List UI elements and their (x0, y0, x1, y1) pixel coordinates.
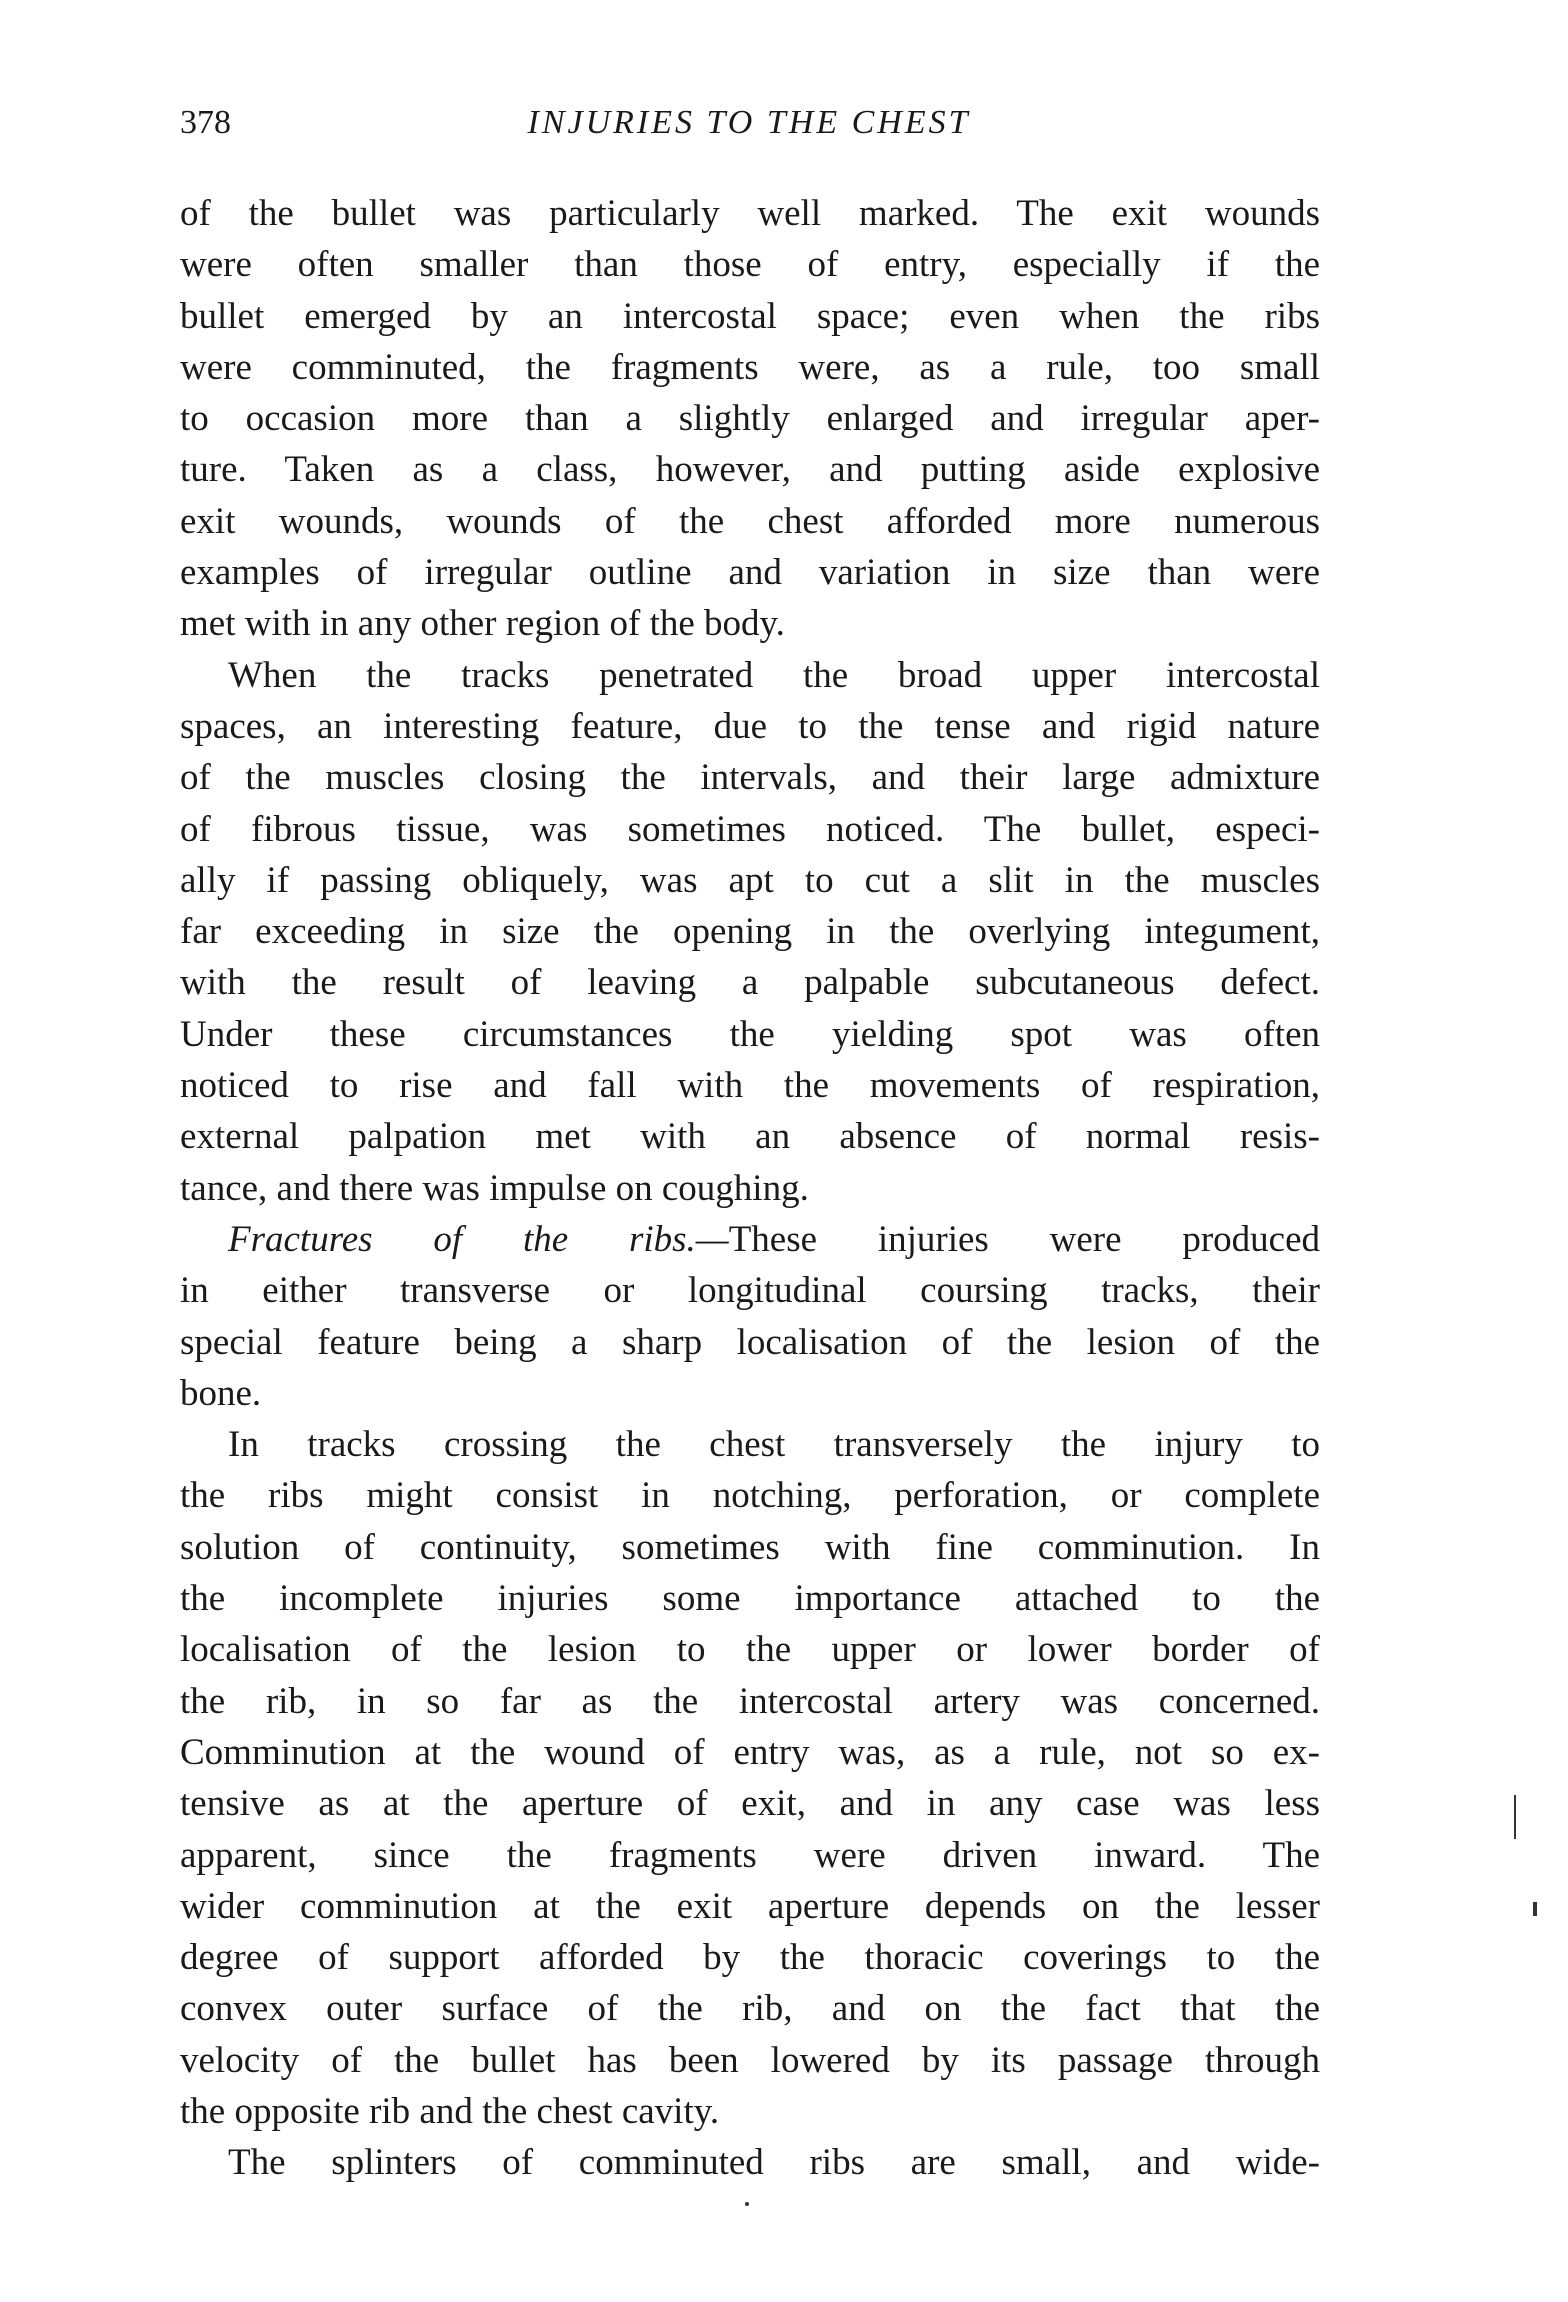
line-text: were comminuted, the fragments were, as a rule, too small (180, 346, 1320, 388)
line-text: Comminution at the wound of entry was, as a rule, not so ex- (180, 1731, 1320, 1773)
text-line (180, 342, 1320, 393)
section-heading: Fractures of the ribs.— (228, 1218, 729, 1260)
text-line (180, 1983, 1320, 2034)
text-line (180, 1522, 1320, 1573)
line-text: bullet emerged by an intercostal space; even when the ribs (180, 295, 1320, 337)
text-line (180, 598, 1320, 649)
line-text: bone. (180, 1372, 262, 1414)
line-text: of the muscles closing the intervals, and their large admixture (180, 757, 1320, 799)
text-line (180, 804, 1320, 855)
line-text: the incomplete injuries some importance attached to the (180, 1578, 1320, 1620)
text-line (180, 1214, 1320, 1265)
text-line (180, 1368, 1320, 1419)
line-text: the opposite rib and the chest cavity. (180, 2090, 720, 2132)
line-text: velocity of the bullet has been lowered by its passage through (180, 2039, 1320, 2081)
running-title: INJURIES TO THE CHEST (527, 104, 971, 141)
scan-mark (1514, 1795, 1516, 1839)
text-line (180, 444, 1320, 495)
line-text: apparent, since the fragments were driven inward. The (180, 1834, 1320, 1876)
text-line (180, 1111, 1320, 1162)
line-text: convex outer surface of the rib, and on the fact that the (180, 1988, 1320, 2030)
line-text: of the bullet was particularly well marked. The exit wounds (180, 193, 1320, 234)
scan-mark (1533, 1902, 1537, 1916)
running-header (180, 104, 1318, 154)
line-text: the ribs might consist in notching, perforation, or complete (180, 1475, 1320, 1517)
body-text (180, 188, 1320, 2189)
line-text: far exceeding in size the opening in the overlying integument, (180, 911, 1320, 953)
line-text: were often smaller than those of entry, especially if the (180, 244, 1320, 286)
text-line (180, 1009, 1320, 1060)
text-line (180, 1265, 1320, 1316)
text-line (180, 1419, 1320, 1470)
line-text: Under these circumstances the yielding spot was often (180, 1013, 1320, 1055)
line-text: localisation of the lesion to the upper or lower border of (180, 1629, 1320, 1671)
line-text: The splinters of comminuted ribs are small, and wide- (228, 2142, 1320, 2184)
text-line (180, 1881, 1320, 1932)
text-line (180, 291, 1320, 342)
text-line (180, 1727, 1320, 1778)
line-text: degree of support afforded by the thoracic coverings to the (180, 1937, 1320, 1979)
text-line (180, 1163, 1320, 1214)
text-line (180, 855, 1320, 906)
text-line (180, 957, 1320, 1008)
line-text: noticed to rise and fall with the movements of respiration, (180, 1065, 1320, 1107)
text-line (180, 496, 1320, 547)
line-text: with the result of leaving a palpable subcutaneous defect. (180, 962, 1320, 1004)
text-line (180, 1317, 1320, 1368)
line-text: spaces, an interesting feature, due to the tense and rigid nature (180, 705, 1320, 747)
text-line (180, 2035, 1320, 2086)
line-text: special feature being a sharp localisation of the lesion of the (180, 1321, 1320, 1363)
line-text: in either transverse or longitudinal coursing tracks, their (180, 1270, 1320, 1312)
text-line (180, 2137, 1320, 2188)
line-text: ally if passing obliquely, was apt to cut a slit in the muscles (180, 859, 1320, 901)
line-text: ture. Taken as a class, however, and putting aside explosive (180, 449, 1320, 491)
line-text: wider comminution at the exit aperture depends on the lesser (180, 1885, 1320, 1927)
text-line (180, 1932, 1320, 1983)
line-text: These injuries were produced (728, 1218, 1320, 1260)
text-line (180, 906, 1320, 957)
line-text: external palpation met with an absence of normal resis- (180, 1116, 1320, 1158)
line-text: met with in any other region of the body. (180, 603, 785, 645)
line-text: tance, and there was impulse on coughing. (180, 1167, 809, 1209)
text-line (180, 1778, 1320, 1829)
text-line (180, 393, 1320, 444)
text-line (180, 547, 1320, 598)
text-line (180, 1470, 1320, 1521)
text-line (180, 1676, 1320, 1727)
line-text: of fibrous tissue, was sometimes noticed. The bullet, especi- (180, 808, 1320, 850)
text-line (180, 752, 1320, 803)
page-number: 378 (180, 104, 231, 141)
line-text: When the tracks penetrated the broad upper intercostal (228, 654, 1320, 696)
text-line (180, 1624, 1320, 1675)
scan-mark (745, 2202, 749, 2206)
line-text: exit wounds, wounds of the chest afforded more numerous (180, 500, 1320, 542)
text-line (180, 650, 1320, 701)
text-line (180, 2086, 1320, 2137)
line-text: to occasion more than a slightly enlarged and irregular aper- (180, 398, 1320, 440)
text-line (180, 239, 1320, 290)
text-line (180, 188, 1320, 239)
text-line (180, 701, 1320, 752)
text-line (180, 1573, 1320, 1624)
line-text: solution of continuity, sometimes with fine comminution. In (180, 1526, 1320, 1568)
text-line (180, 1830, 1320, 1881)
text-line (180, 1060, 1320, 1111)
line-text: tensive as at the aperture of exit, and in any case was less (180, 1783, 1320, 1825)
line-text: the rib, in so far as the intercostal artery was concerned. (180, 1680, 1320, 1722)
line-text: examples of irregular outline and variation in size than were (180, 552, 1320, 594)
line-text: In tracks crossing the chest transversely the injury to (228, 1424, 1320, 1466)
